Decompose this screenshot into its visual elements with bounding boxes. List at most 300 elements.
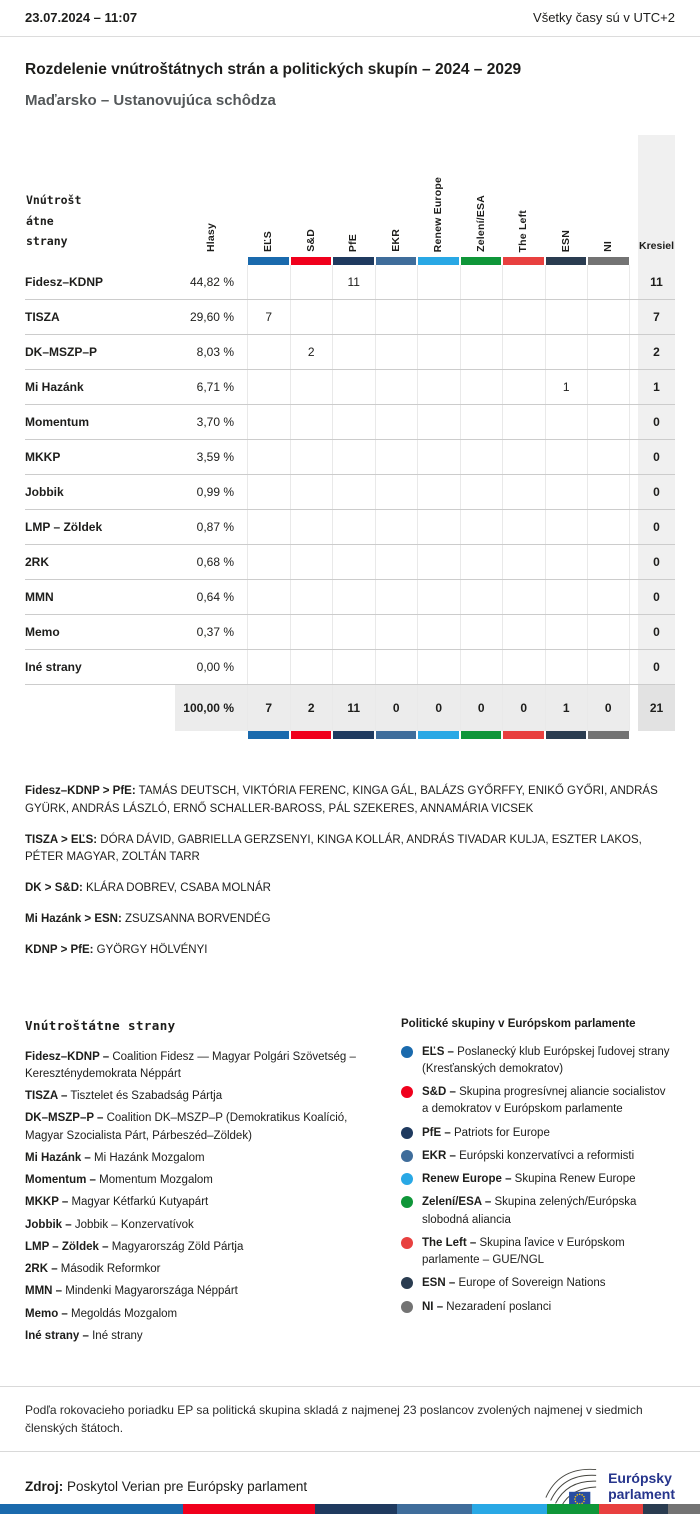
party-abbr: Fidesz–KDNP – — [25, 1050, 110, 1063]
group-seats-cell — [247, 545, 290, 579]
group-desc: Poslanecký klub Európskej ľudovej strany (Kresťanských demokratov) — [422, 1045, 670, 1075]
delegation-line — [25, 783, 675, 819]
group-legend-item — [401, 1148, 675, 1165]
group-bar-cell — [587, 731, 630, 739]
table-row — [25, 580, 675, 615]
group-abbr: EĽS – — [422, 1045, 454, 1058]
group-seats-cell — [417, 405, 460, 439]
group-column-label: The Left — [517, 209, 530, 252]
table-row — [25, 335, 675, 370]
group-color-dot — [401, 1046, 413, 1058]
group-seats-cell — [417, 545, 460, 579]
group-seats-cell — [375, 335, 418, 369]
group-seats-cell — [502, 545, 545, 579]
footer-bar-segment — [668, 1504, 700, 1514]
party-legend-item — [25, 1049, 375, 1084]
seats-cell: 0 — [638, 545, 675, 579]
group-color-bar — [418, 731, 459, 739]
group-seats-cell — [290, 405, 333, 439]
group-seats-cell — [460, 370, 503, 404]
group-abbr: Renew Europe – — [422, 1173, 512, 1186]
group-legend-item — [401, 1194, 675, 1229]
group-seats-cell — [587, 580, 630, 614]
group-color-bar — [248, 731, 289, 739]
group-seats-cell — [332, 335, 375, 369]
votes-cell: 0,68 % — [196, 555, 234, 569]
group-legend-text — [422, 1148, 634, 1165]
bars-spacer-party — [25, 731, 175, 739]
delegation-route: KDNP > PfE: — [25, 943, 94, 956]
party-legend-item — [25, 1172, 375, 1189]
logo-line2: parlament — [608, 1486, 675, 1503]
seats-cell: 0 — [638, 650, 675, 684]
group-color-bar — [248, 257, 289, 265]
table-row — [25, 265, 675, 300]
group-seats-cell — [545, 265, 588, 299]
group-seats-cell — [375, 370, 418, 404]
group-column-label: PfE — [347, 233, 360, 252]
group-abbr: NI – — [422, 1300, 444, 1313]
votes-cell: 8,03 % — [196, 345, 234, 359]
table-row — [25, 440, 675, 475]
group-seats-cell — [247, 615, 290, 649]
group-column-header-sd — [290, 135, 333, 265]
group-seats-cell — [247, 405, 290, 439]
delegation-members: GYÖRGY HÖLVÉNYI — [93, 943, 208, 956]
group-column-label: NI — [602, 241, 615, 252]
group-column-header-ni — [587, 135, 630, 265]
table-row — [25, 615, 675, 650]
party-desc: Mindenki Magyarországa Néppárt — [62, 1285, 238, 1298]
group-bar-cell — [545, 731, 588, 739]
group-color-dot — [401, 1301, 413, 1313]
party-column-header-text: Vnútroštátne strany — [26, 192, 82, 249]
group-seats-cell — [502, 265, 545, 299]
group-desc: Skupina progresívnej aliancie socialistov a demokratov v Európskom parlamente — [422, 1086, 666, 1116]
group-column-label: Zelení/ESA — [474, 195, 487, 252]
group-seats-cell — [587, 300, 630, 334]
group-seats-cell — [502, 650, 545, 684]
row-spacer — [630, 475, 639, 509]
group-seats-cell — [290, 650, 333, 684]
footer-bar-segment — [0, 1504, 183, 1514]
timezone-note: Všetky časy sú v UTC+2 — [533, 10, 675, 25]
table-row — [25, 545, 675, 580]
group-seats-cell: 11 — [332, 265, 375, 299]
group-seats-cell — [417, 580, 460, 614]
votes-cell: 0,37 % — [196, 625, 234, 639]
group-seats-cell — [332, 440, 375, 474]
logo-line1: Európsky — [608, 1470, 672, 1487]
group-desc: Skupina ľavice v Európskom parlamente – GUE/NGL — [422, 1236, 625, 1267]
row-spacer — [630, 510, 639, 544]
table-row — [25, 475, 675, 510]
group-seats-cell — [502, 300, 545, 334]
row-spacer — [630, 440, 639, 474]
party-abbr: Memo – — [25, 1307, 68, 1320]
party-desc: Coalition Fidesz — Magyar Polgári Szövetség – Kereszténydemokrata Néppárt — [25, 1050, 356, 1080]
group-seats-cell — [545, 440, 588, 474]
group-legend-item — [401, 1171, 675, 1188]
bars-spacer-seats — [638, 731, 675, 739]
party-name-cell: Fidesz–KDNP — [25, 275, 104, 289]
group-seats-cell — [460, 580, 503, 614]
group-seats-cell — [332, 475, 375, 509]
party-name-cell: Mi Hazánk — [25, 380, 84, 394]
delegation-line — [25, 942, 675, 960]
group-legend-text — [422, 1235, 675, 1270]
group-seats-cell — [247, 370, 290, 404]
total-group-seats-cell: 0 — [375, 685, 418, 731]
party-legend-item — [25, 1239, 375, 1256]
table-bottom-bars — [25, 731, 675, 739]
table-row — [25, 650, 675, 685]
party-legend-item — [25, 1306, 375, 1323]
votes-cell: 3,59 % — [196, 450, 234, 464]
hemicycle-icon — [542, 1464, 600, 1508]
seats-cell: 0 — [638, 475, 675, 509]
group-legend-text — [422, 1084, 675, 1119]
bars-spacer-votes — [175, 731, 247, 739]
seats-cell: 0 — [638, 580, 675, 614]
group-seats-cell — [375, 545, 418, 579]
group-column-header-esn — [545, 135, 588, 265]
group-seats-cell — [545, 475, 588, 509]
group-seats-cell — [375, 440, 418, 474]
group-color-dot — [401, 1237, 413, 1249]
group-legend-title: Politické skupiny v Európskom parlamente — [401, 1017, 636, 1030]
group-seats-cell: 7 — [247, 300, 290, 334]
group-seats-cell — [375, 650, 418, 684]
group-seats-cell — [545, 405, 588, 439]
group-color-bar — [376, 731, 417, 739]
delegation-line — [25, 911, 675, 929]
total-empty-cell — [25, 685, 175, 731]
party-abbr: Momentum – — [25, 1174, 96, 1187]
group-color-dot — [401, 1196, 413, 1208]
group-seats-cell — [545, 545, 588, 579]
group-seats-cell — [545, 650, 588, 684]
group-legend-text — [422, 1194, 675, 1229]
group-seats-cell — [290, 265, 333, 299]
delegation-members: ZSUZSANNA BORVENDÉG — [121, 913, 271, 926]
group-seats-cell — [290, 510, 333, 544]
group-seats-cell — [247, 475, 290, 509]
group-seats-cell — [587, 265, 630, 299]
party-desc: Mi Hazánk Mozgalom — [90, 1151, 205, 1164]
group-abbr: The Left – — [422, 1236, 477, 1249]
group-seats-cell — [290, 440, 333, 474]
group-column-header-pfe — [332, 135, 375, 265]
group-abbr: PfE – — [422, 1126, 451, 1139]
group-seats-cell — [332, 580, 375, 614]
party-name-cell: DK–MSZP–P — [25, 345, 98, 359]
seats-cell: 0 — [638, 615, 675, 649]
group-seats-cell — [417, 615, 460, 649]
group-seats-cell — [417, 440, 460, 474]
group-seats-cell — [545, 335, 588, 369]
footer-bar-segment — [315, 1504, 397, 1514]
group-color-bar — [588, 731, 629, 739]
group-column-label: EKR — [389, 229, 402, 252]
votes-cell: 0,00 % — [196, 660, 234, 674]
group-bar-cell — [247, 731, 290, 739]
group-color-bar — [418, 257, 459, 265]
group-abbr: Zelení/ESA – — [422, 1196, 492, 1209]
seats-cell: 0 — [638, 440, 675, 474]
group-seats-cell — [375, 615, 418, 649]
row-spacer — [630, 615, 639, 649]
footnote: Podľa rokovacieho poriadku EP sa politická skupina skladá z najmenej 23 poslancov zvolených najmenej v siedmich členských štátoch. — [25, 1403, 643, 1436]
total-votes-cell: 100,00 % — [175, 685, 247, 731]
seats-cell: 2 — [638, 335, 675, 369]
party-abbr: Mi Hazánk – — [25, 1151, 91, 1164]
delegation-route: Fidesz–KDNP > PfE: — [25, 785, 136, 797]
group-seats-cell — [417, 335, 460, 369]
group-seats-cell — [332, 545, 375, 579]
delegation-route: Mi Hazánk > ESN: — [25, 913, 122, 926]
group-bar-cell — [417, 731, 460, 739]
row-spacer — [630, 685, 639, 731]
delegation-members: DÓRA DÁVID, GABRIELLA GERZSENYI, KINGA KOLLÁR, ANDRÁS TIVADAR KULJA, ESZTER LAKOS, PÉTER MAGYAR, ZOLTÁN TARR — [25, 833, 642, 864]
votes-column-header-text: Hlasy — [205, 222, 217, 252]
group-legend-item — [401, 1084, 675, 1119]
total-group-seats-cell: 1 — [545, 685, 588, 731]
group-abbr: ESN – — [422, 1277, 456, 1290]
group-desc: Europe of Sovereign Nations — [455, 1277, 606, 1290]
group-seats-cell — [290, 300, 333, 334]
group-seats-cell — [587, 545, 630, 579]
group-seats-cell — [332, 300, 375, 334]
delegation-members: TAMÁS DEUTSCH, VIKTÓRIA FERENC, KINGA GÁL, BALÁZS GYŐRFFY, ENIKŐ GYŐRI, ANDRÁS GYÜRK, ANDRÁS LÁSZLÓ, ERNŐ SCHALLER-BAROSS, PÁL SZEKERES, ANNAMÁRIA VICSEK — [25, 785, 658, 815]
party-name-cell: Jobbik — [25, 485, 64, 499]
group-color-bar — [461, 731, 502, 739]
group-seats-cell — [460, 265, 503, 299]
seats-cell: 11 — [638, 265, 675, 299]
group-color-bar — [546, 257, 587, 265]
group-seats-cell — [247, 335, 290, 369]
party-legend-item — [25, 1194, 375, 1211]
total-group-seats-cell: 0 — [587, 685, 630, 731]
group-seats-cell — [247, 265, 290, 299]
group-desc: Skupina Renew Europe — [511, 1173, 636, 1186]
party-desc: Coalition DK–MSZP–P (Demokratikus Koalíció, Magyar Szocialista Párt, Párbeszéd–Zöldek) — [25, 1112, 348, 1142]
group-seats-cell — [460, 300, 503, 334]
group-seats-cell — [290, 545, 333, 579]
group-seats-cell — [332, 615, 375, 649]
group-legend-text — [422, 1044, 675, 1079]
party-name-cell: Iné strany — [25, 660, 82, 674]
row-spacer — [630, 370, 639, 404]
delegation-line — [25, 832, 675, 868]
party-abbr: Iné strany – — [25, 1329, 89, 1342]
party-abbr: LMP – Zöldek – — [25, 1240, 109, 1253]
total-group-seats-cell: 7 — [247, 685, 290, 731]
group-column-label: EĽS — [262, 230, 275, 252]
group-seats-cell — [460, 335, 503, 369]
group-desc: Nezaradení poslanci — [443, 1300, 552, 1313]
source-text — [25, 1479, 307, 1494]
row-spacer — [630, 580, 639, 614]
footer-bar-segment — [547, 1504, 599, 1514]
party-desc: Magyar Kétfarkú Kutyapárt — [68, 1196, 209, 1209]
party-legend-item — [25, 1088, 375, 1105]
total-group-seats-cell: 0 — [460, 685, 503, 731]
european-parliament-logo — [542, 1464, 675, 1508]
group-bar-cell — [332, 731, 375, 739]
table-row — [25, 370, 675, 405]
party-desc: Jobbik – Konzervatívok — [71, 1218, 194, 1231]
group-color-bar — [503, 257, 544, 265]
group-abbr: EKR – — [422, 1149, 456, 1162]
group-legend-item — [401, 1275, 675, 1292]
group-abbr: S&D – — [422, 1086, 456, 1099]
group-seats-cell — [460, 615, 503, 649]
group-seats-cell — [417, 475, 460, 509]
party-desc: Második Reformkor — [57, 1263, 161, 1276]
group-seats-cell — [247, 650, 290, 684]
group-legend-item — [401, 1125, 675, 1142]
party-name-cell: MMN — [25, 590, 54, 604]
seats-cell: 0 — [638, 510, 675, 544]
group-seats-cell — [502, 580, 545, 614]
group-seats-cell — [545, 300, 588, 334]
group-seats-cell — [417, 650, 460, 684]
delegation-members: KLÁRA DOBREV, CSABA MOLNÁR — [82, 882, 271, 895]
group-legend-item — [401, 1299, 675, 1316]
group-seats-cell — [587, 510, 630, 544]
source-row — [0, 1452, 700, 1508]
group-seats-cell — [502, 475, 545, 509]
group-seats-cell — [290, 615, 333, 649]
group-legend-text — [422, 1125, 550, 1142]
party-desc: Momentum Mozgalom — [95, 1174, 213, 1187]
header-spacer — [630, 135, 639, 265]
group-color-bar — [588, 257, 629, 265]
group-seats-cell — [502, 370, 545, 404]
group-color-dot — [401, 1127, 413, 1139]
bars-spacer-gap — [630, 731, 639, 739]
group-color-bar — [503, 731, 544, 739]
party-abbr: TISZA – — [25, 1090, 68, 1103]
row-spacer — [630, 650, 639, 684]
table-header-row — [25, 135, 675, 265]
group-seats-cell — [502, 440, 545, 474]
group-color-bar — [376, 257, 417, 265]
datetime-label: 23.07.2024 – 11:07 — [25, 10, 138, 25]
topbar — [0, 0, 700, 37]
table-row — [25, 300, 675, 335]
group-bar-cell — [502, 731, 545, 739]
group-seats-cell — [332, 650, 375, 684]
seats-cell: 1 — [638, 370, 675, 404]
table-row — [25, 405, 675, 440]
party-name-cell: TISZA — [25, 310, 60, 324]
group-desc: Patriots for Europe — [450, 1126, 550, 1139]
group-column-header-the-left — [502, 135, 545, 265]
party-abbr: DK–MSZP–P – — [25, 1112, 104, 1125]
group-color-dot — [401, 1150, 413, 1162]
votes-cell: 44,82 % — [189, 275, 234, 289]
group-seats-cell — [332, 405, 375, 439]
legend-section — [25, 1018, 675, 1351]
group-column-label: ESN — [559, 229, 572, 252]
votes-cell: 3,70 % — [196, 415, 234, 429]
group-seats-cell: 2 — [290, 335, 333, 369]
group-color-bar — [333, 257, 374, 265]
group-legend-items — [401, 1044, 675, 1316]
delegation-line — [25, 880, 675, 898]
group-bar-cell — [460, 731, 503, 739]
party-abbr: Jobbik – — [25, 1218, 72, 1231]
votes-cell: 6,71 % — [196, 380, 234, 394]
group-column-header-ekr — [375, 135, 418, 265]
group-seats-cell — [460, 405, 503, 439]
group-seats-cell: 1 — [545, 370, 588, 404]
group-seats-cell — [417, 370, 460, 404]
group-color-bar — [291, 731, 332, 739]
group-seats-cell — [587, 440, 630, 474]
group-seats-cell — [587, 370, 630, 404]
group-bar-cell — [290, 731, 333, 739]
group-seats-cell — [545, 510, 588, 544]
results-table — [25, 135, 675, 739]
logo-wordmark — [608, 1470, 675, 1502]
group-seats-cell — [417, 265, 460, 299]
seats-cell: 7 — [638, 300, 675, 334]
group-seats-cell — [545, 615, 588, 649]
party-name-cell: Momentum — [25, 415, 89, 429]
group-seats-cell — [460, 475, 503, 509]
footer-bar-segment — [183, 1504, 315, 1514]
group-seats-cell — [587, 335, 630, 369]
party-legend-item — [25, 1328, 375, 1345]
row-spacer — [630, 545, 639, 579]
page-title: Rozdelenie vnútroštátnych strán a politických skupín – 2024 – 2029 — [25, 61, 522, 78]
group-seats-cell — [290, 475, 333, 509]
group-seats-cell — [460, 650, 503, 684]
group-seats-cell — [502, 615, 545, 649]
group-seats-cell — [247, 510, 290, 544]
group-column-header-els — [247, 135, 290, 265]
group-seats-cell — [290, 370, 333, 404]
row-spacer — [630, 265, 639, 299]
group-desc: Skupina zelených/Európska slobodná aliancia — [422, 1196, 637, 1226]
seats-column-header: Kresiel — [638, 135, 675, 265]
party-desc: Megoldás Mozgalom — [67, 1307, 178, 1320]
page-subtitle: Maďarsko – Ustanovujúca schôdza — [25, 92, 276, 109]
total-group-seats-cell: 0 — [417, 685, 460, 731]
group-seats-cell — [290, 580, 333, 614]
group-seats-cell — [460, 545, 503, 579]
source-label: Zdroj: — [25, 1478, 64, 1494]
total-group-seats-cell: 11 — [332, 685, 375, 731]
delegation-route: DK > S&D: — [25, 882, 83, 895]
group-seats-cell — [545, 580, 588, 614]
party-legend-title: Vnútroštátne strany — [25, 1017, 176, 1033]
party-abbr: MKKP – — [25, 1196, 69, 1209]
votes-cell: 29,60 % — [189, 310, 234, 324]
group-column-label: S&D — [304, 229, 317, 252]
party-abbr: MMN – — [25, 1285, 63, 1298]
votes-cell: 0,99 % — [196, 485, 234, 499]
party-desc: Tisztelet és Szabadság Pártja — [67, 1090, 223, 1103]
group-seats-cell — [417, 510, 460, 544]
party-legend — [25, 1018, 375, 1351]
group-legend-item — [401, 1235, 675, 1270]
delegations — [25, 783, 675, 960]
footer-bar-segment — [599, 1504, 644, 1514]
